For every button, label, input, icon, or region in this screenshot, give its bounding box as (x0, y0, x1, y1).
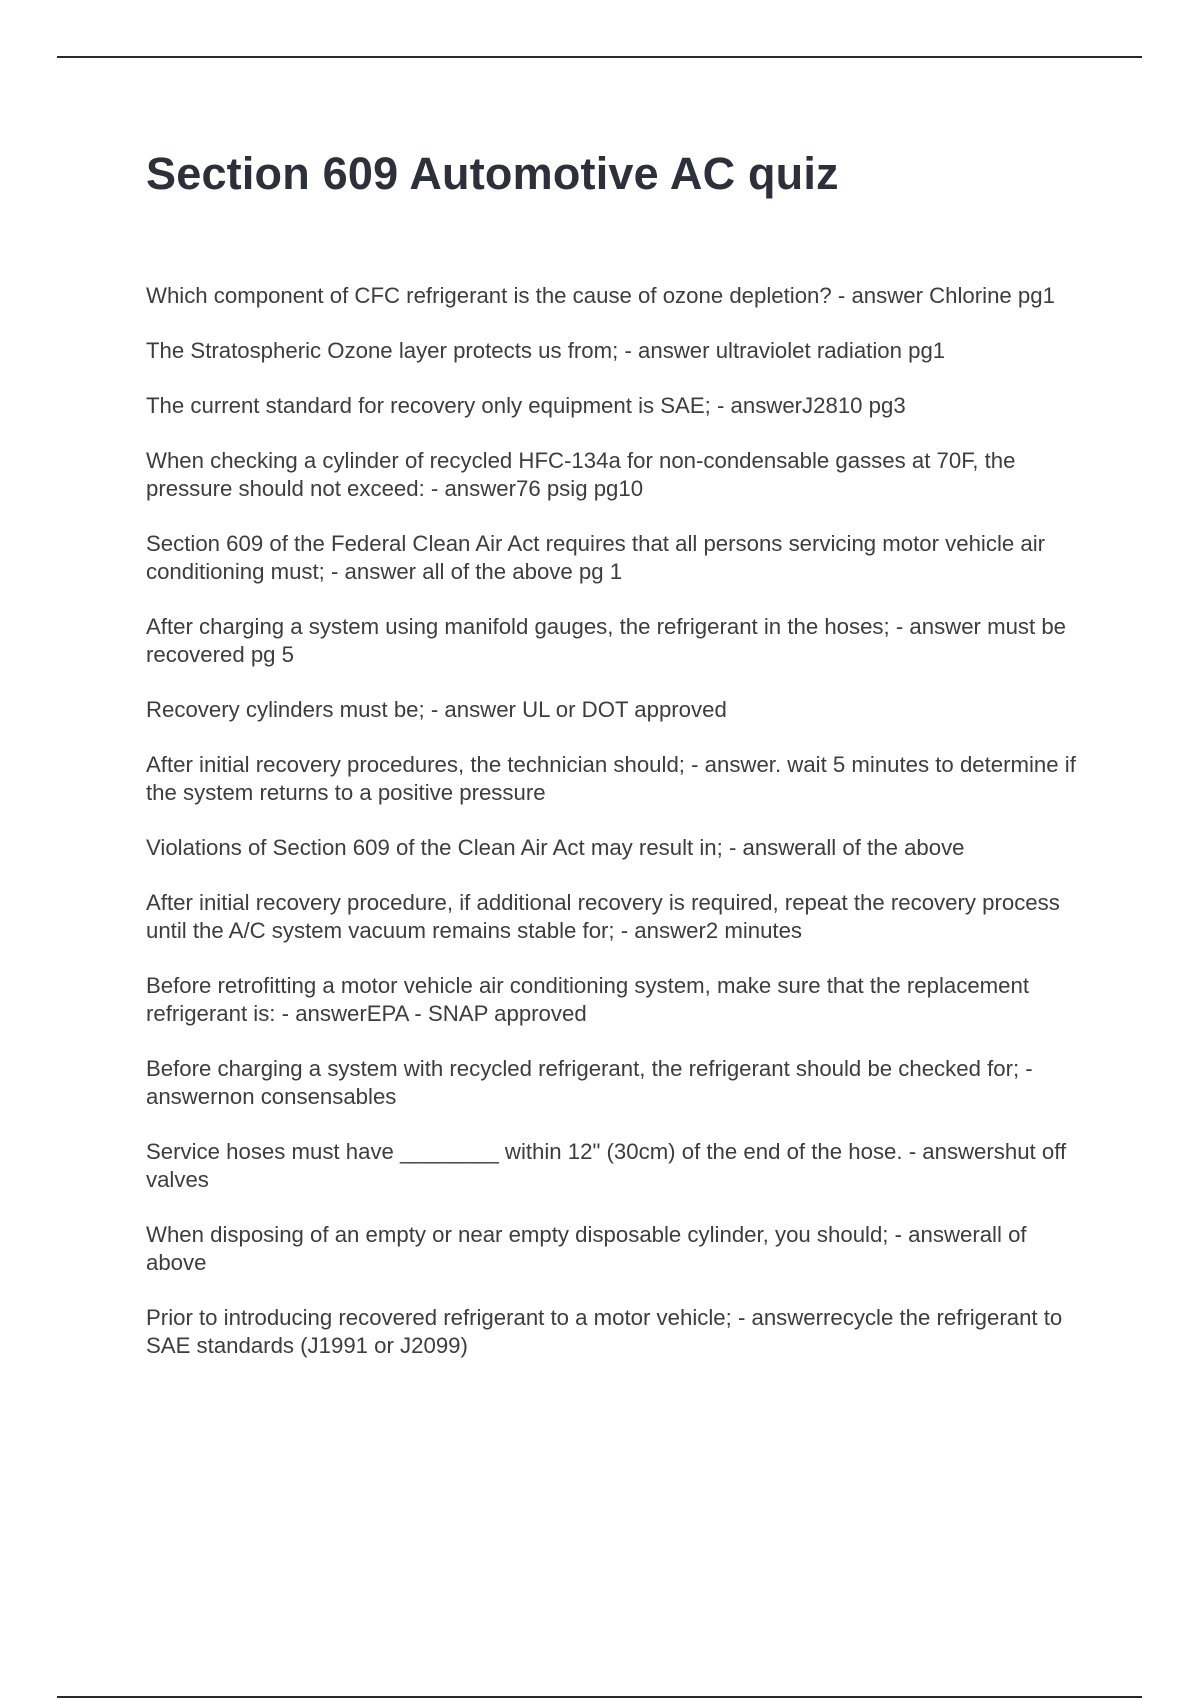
qa-item-1: Which component of CFC refrigerant is the cause of ozone depletion? - answer Chlorine pg1 (146, 283, 1055, 308)
qa-item-14: When disposing of an empty or near empty disposable cylinder, you should; - answerall of above (146, 1222, 1027, 1275)
qa-item-9: Violations of Section 609 of the Clean Air Act may result in; - answerall of the above (146, 835, 965, 860)
qa-item-8: After initial recovery procedures, the technician should; - answer. wait 5 minutes to determine if the system returns to a positive pressure (146, 752, 1076, 805)
qa-item-6: After charging a system using manifold gauges, the refrigerant in the hoses; - answer must be recovered pg 5 (146, 614, 1067, 667)
bottom-divider (57, 1696, 1142, 1698)
qa-item-5: Section 609 of the Federal Clean Air Act requires that all persons servicing motor vehicle air conditioning must; - answer all of the above pg 1 (146, 531, 1046, 584)
qa-item-15: Prior to introducing recovered refrigerant to a motor vehicle; - answerrecycle the refrigerant to SAE standards (J1991 or J2099) (146, 1305, 1063, 1358)
qa-item-11: Before retrofitting a motor vehicle air conditioning system, make sure that the replacement refrigerant is: - answerEPA - SNAP approved (146, 973, 1029, 1026)
qa-item-13: Service hoses must have ________ within 12" (30cm) of the end of the hose. - answershut off valves (146, 1139, 1067, 1192)
qa-item-12: Before charging a system with recycled refrigerant, the refrigerant should be checked for; - answernon consensables (146, 1056, 1033, 1109)
qa-item-7: Recovery cylinders must be; - answer UL or DOT approved (146, 697, 727, 722)
qa-item-4: When checking a cylinder of recycled HFC-134a for non-condensable gasses at 70F, the pressure should not exceed: - answer76 psig pg10 (146, 448, 1016, 501)
qa-item-10: After initial recovery procedure, if additional recovery is required, repeat the recovery process until the A/C system vacuum remains stable for; - answer2 minutes (146, 890, 1060, 943)
document-body (146, 138, 1091, 1387)
top-divider (57, 56, 1142, 58)
qa-item-2: The Stratospheric Ozone layer protects us from; - answer ultraviolet radiation pg1 (146, 338, 946, 363)
qa-item-3: The current standard for recovery only equipment is SAE; - answerJ2810 pg3 (146, 393, 906, 418)
page-title: Section 609 Automotive AC quiz (146, 148, 839, 199)
qa-list (146, 282, 1091, 1360)
